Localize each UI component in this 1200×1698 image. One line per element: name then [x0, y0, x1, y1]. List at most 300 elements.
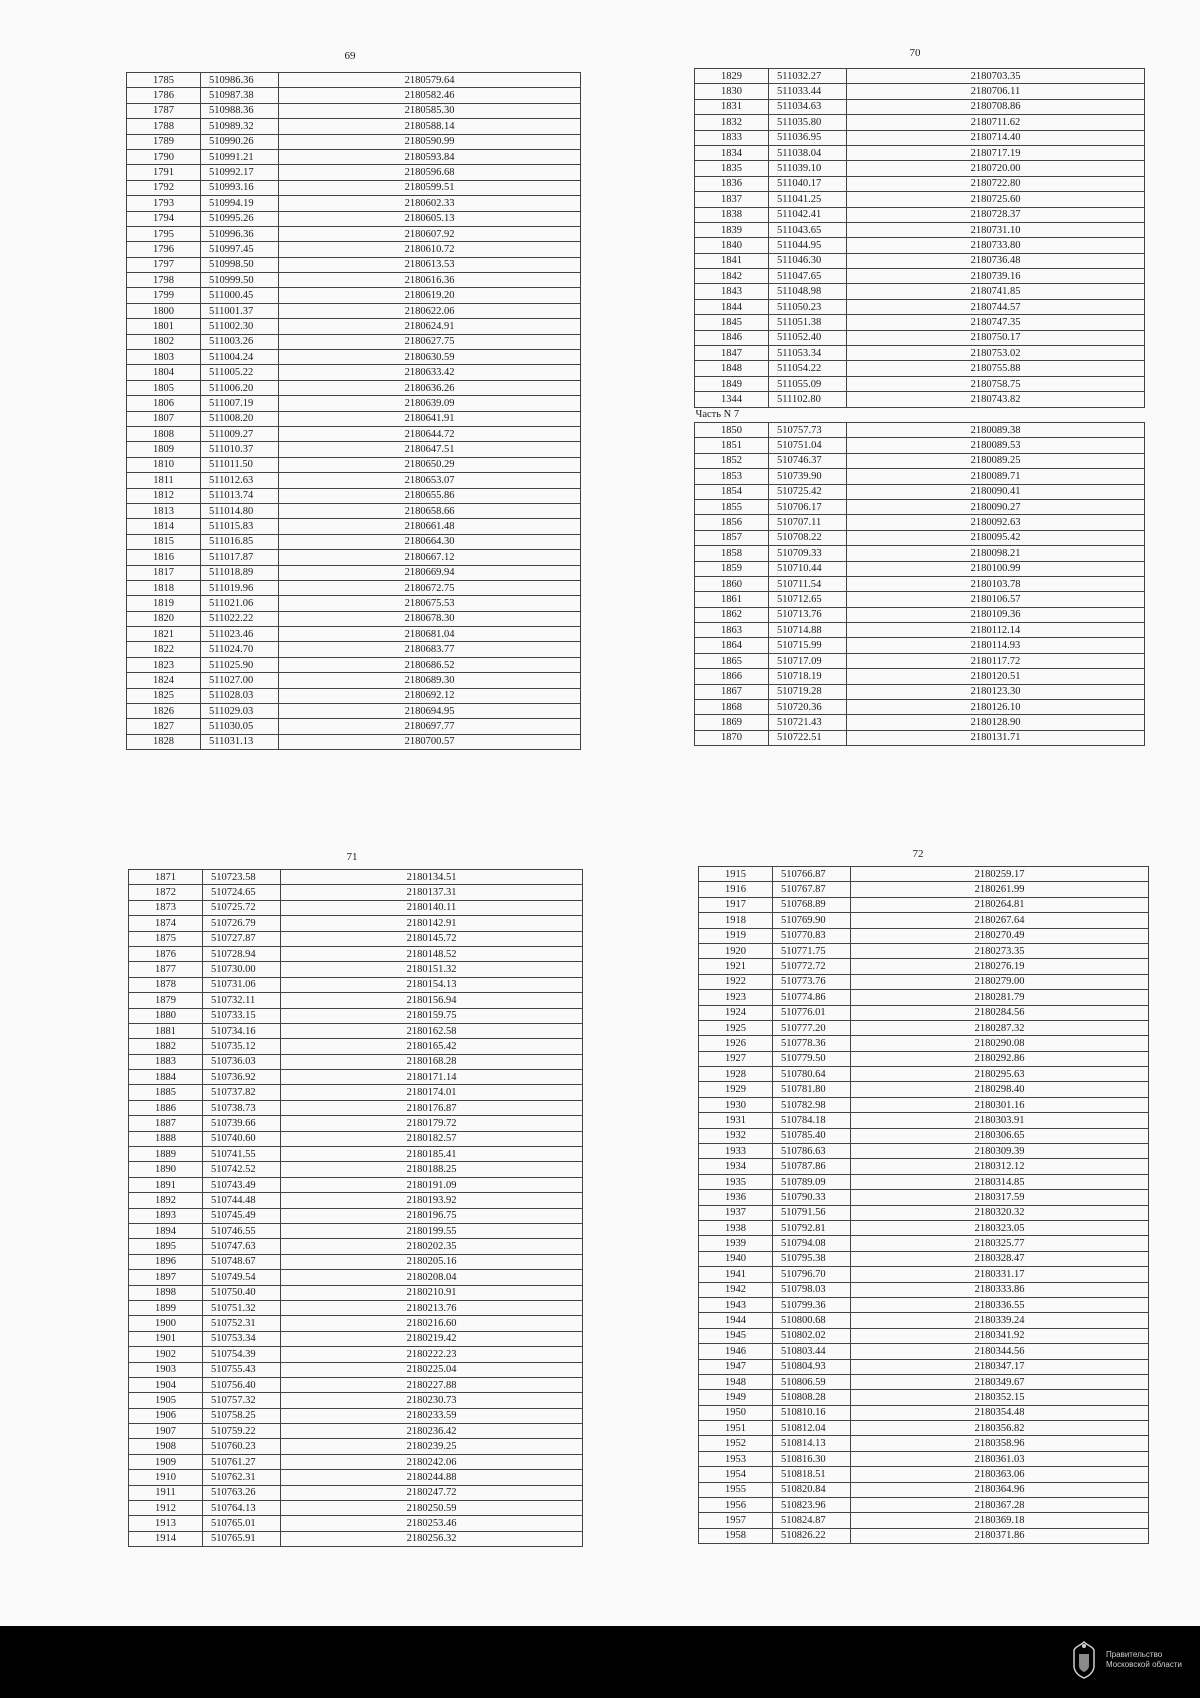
point-number: 1943: [699, 1297, 773, 1312]
table-row: [127, 134, 581, 149]
table-row: [129, 1085, 583, 1100]
point-number: 1914: [129, 1531, 203, 1546]
table-row: [127, 319, 581, 334]
point-number: 1915: [699, 867, 773, 882]
point-number: 1957: [699, 1513, 773, 1528]
y-coordinate: 2180281.79: [851, 990, 1149, 1005]
table-row: [129, 1177, 583, 1192]
table-row: [127, 211, 581, 226]
x-coordinate: 510774.86: [773, 990, 851, 1005]
table-row: [129, 1501, 583, 1516]
table-row: [695, 623, 1145, 638]
table-row: [129, 1316, 583, 1331]
y-coordinate: 2180661.48: [279, 519, 581, 534]
point-number: 1888: [129, 1131, 203, 1146]
point-number: 1848: [695, 361, 769, 376]
table-row: [129, 1131, 583, 1146]
point-number: 1788: [127, 119, 201, 134]
y-coordinate: 2180284.56: [851, 1005, 1149, 1020]
y-coordinate: 2180664.30: [279, 534, 581, 549]
point-number: 1894: [129, 1223, 203, 1238]
x-coordinate: 511025.90: [201, 657, 279, 672]
point-number: 1934: [699, 1159, 773, 1174]
point-number: 1823: [127, 657, 201, 672]
x-coordinate: 510726.79: [203, 916, 281, 931]
y-coordinate: 2180314.85: [851, 1174, 1149, 1189]
page-number-71: 71: [346, 851, 358, 863]
y-coordinate: 2180279.00: [851, 974, 1149, 989]
point-number: 1859: [695, 561, 769, 576]
point-number: 1880: [129, 1008, 203, 1023]
point-number: 1864: [695, 638, 769, 653]
y-coordinate: 2180736.48: [847, 253, 1145, 268]
x-coordinate: 510736.92: [203, 1070, 281, 1085]
x-coordinate: 510824.87: [773, 1513, 851, 1528]
table-row: [127, 734, 581, 749]
table-row: [127, 196, 581, 211]
point-number: 1917: [699, 897, 773, 912]
table-row: [695, 207, 1145, 222]
table-row: [127, 380, 581, 395]
x-coordinate: 510790.33: [773, 1190, 851, 1205]
y-coordinate: 2180244.88: [281, 1470, 583, 1485]
table-row: [129, 1270, 583, 1285]
x-coordinate: 510760.23: [203, 1439, 281, 1454]
point-number: 1813: [127, 503, 201, 518]
table-row: [699, 1313, 1149, 1328]
x-coordinate: 510747.63: [203, 1239, 281, 1254]
point-number: 1904: [129, 1377, 203, 1392]
x-coordinate: 510791.56: [773, 1205, 851, 1220]
y-coordinate: 2180678.30: [279, 611, 581, 626]
table-row: [699, 1113, 1149, 1128]
y-coordinate: 2180239.25: [281, 1439, 583, 1454]
table-row: [129, 1300, 583, 1315]
table-row: [695, 192, 1145, 207]
point-number: 1923: [699, 990, 773, 1005]
x-coordinate: 510727.87: [203, 931, 281, 946]
x-coordinate: 510997.45: [201, 242, 279, 257]
x-coordinate: 511048.98: [769, 284, 847, 299]
table-row: [695, 653, 1145, 668]
y-coordinate: 2180585.30: [279, 103, 581, 118]
point-number: 1805: [127, 380, 201, 395]
y-coordinate: 2180613.53: [279, 257, 581, 272]
y-coordinate: 2180700.57: [279, 734, 581, 749]
table-row: [127, 103, 581, 118]
y-coordinate: 2180344.56: [851, 1344, 1149, 1359]
x-coordinate: 510735.12: [203, 1039, 281, 1054]
part-label: Часть N 7: [695, 407, 1145, 422]
y-coordinate: 2180120.51: [847, 669, 1145, 684]
y-coordinate: 2180216.60: [281, 1316, 583, 1331]
x-coordinate: 510990.26: [201, 134, 279, 149]
x-coordinate: 510715.99: [769, 638, 847, 653]
y-coordinate: 2180242.06: [281, 1454, 583, 1469]
point-number: 1821: [127, 627, 201, 642]
point-number: 1862: [695, 607, 769, 622]
table-row: [695, 422, 1145, 437]
y-coordinate: 2180599.51: [279, 180, 581, 195]
table-row: [129, 1023, 583, 1038]
table-row: [127, 457, 581, 472]
point-number: 1885: [129, 1085, 203, 1100]
point-number: 1906: [129, 1408, 203, 1423]
point-number: 1882: [129, 1039, 203, 1054]
table-row: [129, 900, 583, 915]
y-coordinate: 2180683.77: [279, 642, 581, 657]
x-coordinate: 511009.27: [201, 426, 279, 441]
y-coordinate: 2180364.96: [851, 1482, 1149, 1497]
table-row: [695, 284, 1145, 299]
x-coordinate: 510992.17: [201, 165, 279, 180]
point-number: 1924: [699, 1005, 773, 1020]
coordinates-table-70: [694, 68, 1145, 746]
table-row: [699, 1251, 1149, 1266]
x-coordinate: 511033.44: [769, 84, 847, 99]
point-number: 1850: [695, 422, 769, 437]
table-row: [129, 1454, 583, 1469]
point-number: 1946: [699, 1344, 773, 1359]
y-coordinate: 2180202.35: [281, 1239, 583, 1254]
x-coordinate: 510719.28: [769, 684, 847, 699]
y-coordinate: 2180142.91: [281, 916, 583, 931]
y-coordinate: 2180739.16: [847, 269, 1145, 284]
point-number: 1849: [695, 376, 769, 391]
x-coordinate: 510780.64: [773, 1067, 851, 1082]
y-coordinate: 2180675.53: [279, 596, 581, 611]
y-coordinate: 2180633.42: [279, 365, 581, 380]
y-coordinate: 2180090.27: [847, 499, 1145, 514]
y-coordinate: 2180193.92: [281, 1193, 583, 1208]
y-coordinate: 2180630.59: [279, 350, 581, 365]
table-row: [127, 657, 581, 672]
point-number: 1875: [129, 931, 203, 946]
y-coordinate: 2180658.66: [279, 503, 581, 518]
point-number: 1941: [699, 1267, 773, 1282]
table-row: [129, 916, 583, 931]
x-coordinate: 510748.67: [203, 1254, 281, 1269]
y-coordinate: 2180092.63: [847, 515, 1145, 530]
y-coordinate: 2180703.35: [847, 69, 1145, 84]
y-coordinate: 2180616.36: [279, 273, 581, 288]
x-coordinate: 510799.36: [773, 1297, 851, 1312]
x-coordinate: 510796.70: [773, 1267, 851, 1282]
table-row: [695, 330, 1145, 345]
table-row: [699, 990, 1149, 1005]
point-number: 1939: [699, 1236, 773, 1251]
y-coordinate: 2180188.25: [281, 1162, 583, 1177]
table-row: [699, 1374, 1149, 1389]
x-coordinate: 510994.19: [201, 196, 279, 211]
y-coordinate: 2180605.13: [279, 211, 581, 226]
x-coordinate: 510721.43: [769, 715, 847, 730]
x-coordinate: 510749.54: [203, 1270, 281, 1285]
table-row: [699, 1097, 1149, 1112]
x-coordinate: 510804.93: [773, 1359, 851, 1374]
point-number: 1825: [127, 688, 201, 703]
point-number: 1881: [129, 1023, 203, 1038]
x-coordinate: 510707.11: [769, 515, 847, 530]
point-number: 1948: [699, 1374, 773, 1389]
point-number: 1860: [695, 576, 769, 591]
y-coordinate: 2180250.59: [281, 1501, 583, 1516]
point-number: 1786: [127, 88, 201, 103]
table-row: [129, 1285, 583, 1300]
y-coordinate: 2180347.17: [851, 1359, 1149, 1374]
y-coordinate: 2180602.33: [279, 196, 581, 211]
x-coordinate: 510820.84: [773, 1482, 851, 1497]
x-coordinate: 510746.55: [203, 1223, 281, 1238]
point-number: 1925: [699, 1020, 773, 1035]
x-coordinate: 510718.19: [769, 669, 847, 684]
x-coordinate: 511023.46: [201, 627, 279, 642]
x-coordinate: 510762.31: [203, 1470, 281, 1485]
table-row: [129, 1439, 583, 1454]
point-number: 1834: [695, 145, 769, 160]
x-coordinate: 511102.80: [769, 392, 847, 407]
x-coordinate: 510742.52: [203, 1162, 281, 1177]
x-coordinate: 510816.30: [773, 1451, 851, 1466]
x-coordinate: 510770.83: [773, 928, 851, 943]
x-coordinate: 510768.89: [773, 897, 851, 912]
point-number: 1955: [699, 1482, 773, 1497]
y-coordinate: 2180694.95: [279, 704, 581, 719]
x-coordinate: 510746.37: [769, 453, 847, 468]
point-number: 1835: [695, 161, 769, 176]
table-row: [699, 1513, 1149, 1528]
x-coordinate: 510998.50: [201, 257, 279, 272]
table-row: [699, 1236, 1149, 1251]
point-number: 1927: [699, 1051, 773, 1066]
table-row: [699, 1405, 1149, 1420]
table-row: [699, 913, 1149, 928]
x-coordinate: 511051.38: [769, 315, 847, 330]
point-number: 1854: [695, 484, 769, 499]
point-number: 1812: [127, 488, 201, 503]
y-coordinate: 2180325.77: [851, 1236, 1149, 1251]
x-coordinate: 510802.02: [773, 1328, 851, 1343]
point-number: 1898: [129, 1285, 203, 1300]
x-coordinate: 510706.17: [769, 499, 847, 514]
table-row: [699, 1067, 1149, 1082]
x-coordinate: 511055.09: [769, 376, 847, 391]
x-coordinate: 511018.89: [201, 565, 279, 580]
table-row: [127, 611, 581, 626]
x-coordinate: 510753.34: [203, 1331, 281, 1346]
point-number: 1787: [127, 103, 201, 118]
x-coordinate: 510993.16: [201, 180, 279, 195]
y-coordinate: 2180755.88: [847, 361, 1145, 376]
point-number: 1856: [695, 515, 769, 530]
y-coordinate: 2180644.72: [279, 426, 581, 441]
x-coordinate: 511011.50: [201, 457, 279, 472]
y-coordinate: 2180722.80: [847, 176, 1145, 191]
table-row: [699, 1436, 1149, 1451]
y-coordinate: 2180371.86: [851, 1528, 1149, 1543]
table-row: [127, 580, 581, 595]
y-coordinate: 2180733.80: [847, 238, 1145, 253]
table-row: [695, 715, 1145, 730]
x-coordinate: 510812.04: [773, 1421, 851, 1436]
y-coordinate: 2180714.40: [847, 130, 1145, 145]
point-number: 1954: [699, 1467, 773, 1482]
x-coordinate: 511008.20: [201, 411, 279, 426]
point-number: 1903: [129, 1362, 203, 1377]
point-number: 1907: [129, 1424, 203, 1439]
y-coordinate: 2180607.92: [279, 226, 581, 241]
point-number: 1886: [129, 1100, 203, 1115]
y-coordinate: 2180159.75: [281, 1008, 583, 1023]
x-coordinate: 511044.95: [769, 238, 847, 253]
table-row: [699, 943, 1149, 958]
y-coordinate: 2180089.71: [847, 469, 1145, 484]
x-coordinate: 510736.03: [203, 1054, 281, 1069]
table-row: [695, 315, 1145, 330]
x-coordinate: 510772.72: [773, 959, 851, 974]
point-number: 1895: [129, 1239, 203, 1254]
table-row: [699, 974, 1149, 989]
table-row: [127, 350, 581, 365]
y-coordinate: 2180156.94: [281, 993, 583, 1008]
point-number: 1929: [699, 1082, 773, 1097]
table-row: [127, 334, 581, 349]
table-row: [695, 484, 1145, 499]
point-number: 1919: [699, 928, 773, 943]
x-coordinate: 510766.87: [773, 867, 851, 882]
y-coordinate: 2180636.26: [279, 380, 581, 395]
table-row: [129, 870, 583, 885]
point-number: 1878: [129, 977, 203, 992]
point-number: 1846: [695, 330, 769, 345]
y-coordinate: 2180256.32: [281, 1531, 583, 1546]
point-number: 1916: [699, 882, 773, 897]
y-coordinate: 2180131.71: [847, 730, 1145, 745]
y-coordinate: 2180287.32: [851, 1020, 1149, 1035]
table-row: [127, 627, 581, 642]
point-number: 1910: [129, 1470, 203, 1485]
point-number: 1838: [695, 207, 769, 222]
y-coordinate: 2180720.00: [847, 161, 1145, 176]
footer-logo: [1070, 1640, 1182, 1680]
coordinates-table-71: [128, 869, 583, 1547]
point-number: 1958: [699, 1528, 773, 1543]
y-coordinate: 2180731.10: [847, 222, 1145, 237]
x-coordinate: 510713.76: [769, 607, 847, 622]
point-number: 1830: [695, 84, 769, 99]
x-coordinate: 510734.16: [203, 1023, 281, 1038]
table-row: [699, 1082, 1149, 1097]
x-coordinate: 511003.26: [201, 334, 279, 349]
table-row: [699, 1144, 1149, 1159]
x-coordinate: 510752.31: [203, 1316, 281, 1331]
table-row: [127, 642, 581, 657]
x-coordinate: 510731.06: [203, 977, 281, 992]
x-coordinate: 511027.00: [201, 673, 279, 688]
x-coordinate: 511017.87: [201, 550, 279, 565]
y-coordinate: 2180303.91: [851, 1113, 1149, 1128]
point-number: 1889: [129, 1147, 203, 1162]
table-row: [127, 719, 581, 734]
y-coordinate: 2180369.18: [851, 1513, 1149, 1528]
table-row: [699, 1020, 1149, 1035]
x-coordinate: 511005.22: [201, 365, 279, 380]
table-row: [127, 88, 581, 103]
y-coordinate: 2180233.59: [281, 1408, 583, 1423]
y-coordinate: 2180210.91: [281, 1285, 583, 1300]
y-coordinate: 2180309.39: [851, 1144, 1149, 1159]
x-coordinate: 510773.76: [773, 974, 851, 989]
x-coordinate: 510989.32: [201, 119, 279, 134]
x-coordinate: 510733.15: [203, 1008, 281, 1023]
table-row: [127, 242, 581, 257]
point-number: 1840: [695, 238, 769, 253]
table-row: [129, 1147, 583, 1162]
x-coordinate: 511031.13: [201, 734, 279, 749]
point-number: 1911: [129, 1485, 203, 1500]
table-row: [695, 299, 1145, 314]
point-number: 1837: [695, 192, 769, 207]
point-number: 1857: [695, 530, 769, 545]
y-coordinate: 2180356.82: [851, 1421, 1149, 1436]
point-number: 1938: [699, 1220, 773, 1235]
point-number: 1865: [695, 653, 769, 668]
point-number: 1826: [127, 704, 201, 719]
y-coordinate: 2180610.72: [279, 242, 581, 257]
table-row: [695, 84, 1145, 99]
x-coordinate: 510786.63: [773, 1144, 851, 1159]
table-row: [695, 546, 1145, 561]
x-coordinate: 510737.82: [203, 1085, 281, 1100]
table-row: [129, 1039, 583, 1054]
x-coordinate: 510988.36: [201, 103, 279, 118]
x-coordinate: 510823.96: [773, 1498, 851, 1513]
table-row: [127, 565, 581, 580]
x-coordinate: 510779.50: [773, 1051, 851, 1066]
point-number: 1861: [695, 592, 769, 607]
x-coordinate: 511013.74: [201, 488, 279, 503]
y-coordinate: 2180582.46: [279, 88, 581, 103]
table-row: [695, 346, 1145, 361]
y-coordinate: 2180168.28: [281, 1054, 583, 1069]
x-coordinate: 510794.08: [773, 1236, 851, 1251]
y-coordinate: 2180312.12: [851, 1159, 1149, 1174]
y-coordinate: 2180352.15: [851, 1390, 1149, 1405]
x-coordinate: 510761.27: [203, 1454, 281, 1469]
table-row: [129, 1516, 583, 1531]
point-number: 1829: [695, 69, 769, 84]
x-coordinate: 510785.40: [773, 1128, 851, 1143]
y-coordinate: 2180112.14: [847, 623, 1145, 638]
x-coordinate: 511039.10: [769, 161, 847, 176]
y-coordinate: 2180162.58: [281, 1023, 583, 1038]
point-number: 1922: [699, 974, 773, 989]
x-coordinate: 510758.25: [203, 1408, 281, 1423]
y-coordinate: 2180728.37: [847, 207, 1145, 222]
point-number: 1872: [129, 885, 203, 900]
point-number: 1844: [695, 299, 769, 314]
table-row: [695, 361, 1145, 376]
x-coordinate: 510732.11: [203, 993, 281, 1008]
point-number: 1918: [699, 913, 773, 928]
page-number-70: 70: [909, 47, 921, 59]
y-coordinate: 2180692.12: [279, 688, 581, 703]
point-number: 1892: [129, 1193, 203, 1208]
x-coordinate: 510771.75: [773, 943, 851, 958]
table-row: [127, 473, 581, 488]
x-coordinate: 510714.88: [769, 623, 847, 638]
point-number: 1905: [129, 1393, 203, 1408]
